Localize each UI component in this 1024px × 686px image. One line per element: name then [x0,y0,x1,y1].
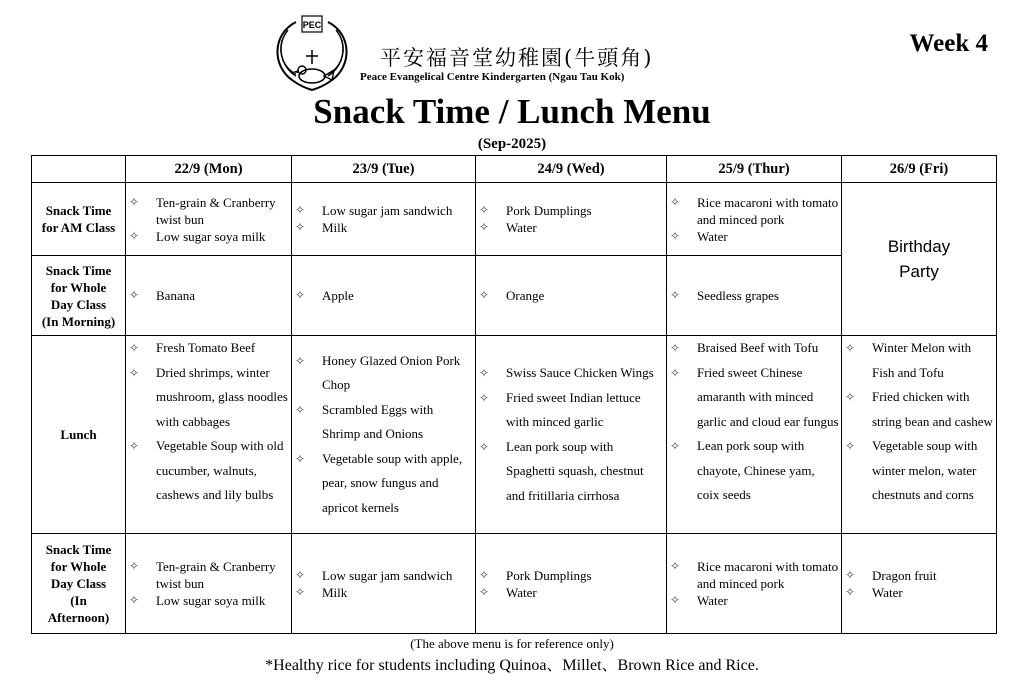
bullet-star-icon: ✧ [295,288,306,302]
bullet-star-icon: ✧ [295,584,306,599]
bullet-star-icon: ✧ [295,220,306,234]
cell-am-tue [292,183,476,256]
row-label-morning-snack [32,256,126,336]
menu-item [292,349,475,398]
bullet-star-icon: ✧ [129,365,140,380]
cell-morning-tue [292,256,476,336]
menu-item-text: Water [506,220,537,235]
cell-pm-thu [667,534,842,634]
cell-pm-mon [126,534,292,634]
school-name-chinese: 平安福音堂幼稚園(牛頭角) [380,46,654,70]
menu-item [842,385,996,434]
cell-am-mon [126,183,292,256]
bullet-star-icon: ✧ [845,439,856,453]
label-line: Snack Time [45,262,112,278]
bullet-star-icon: ✧ [670,341,681,355]
bullet-star-icon: ✧ [129,341,140,355]
label-line: for Whole [50,279,107,295]
menu-item-text: Water [872,584,903,600]
menu-item [667,361,841,435]
bullet-star-icon: ✧ [845,390,856,404]
bullet-star-icon: ✧ [670,288,681,302]
day-header-tue: 23/9 (Tue) [292,156,476,183]
menu-item-text: Vegetable soup with winter melon, water chestnuts and corns [872,438,978,502]
menu-item-text: Fried sweet Chinese amaranth with minced garlic and cloud ear fungus [697,364,839,429]
bullet-star-icon: ✧ [845,567,856,582]
corner-cell [32,156,126,183]
cell-morning-mon [126,256,292,336]
menu-item [842,584,996,601]
menu-item [476,386,666,435]
bullet-star-icon: ✧ [295,451,306,466]
page-subtitle: (Sep-2025) [477,136,547,152]
bullet-star-icon: ✧ [845,341,856,355]
menu-item-text: Water [697,593,728,608]
bullet-star-icon: ✧ [129,194,140,209]
menu-item [292,202,475,219]
menu-item [126,592,291,609]
menu-item-text: Low sugar soya milk [156,228,266,244]
menu-item [126,228,291,245]
bullet-star-icon: ✧ [670,593,681,607]
menu-item [126,361,291,435]
school-name-english: Peace Evangelical Centre Kindergarten (Ngau Tau Kok) [360,71,625,83]
bullet-star-icon: ✧ [845,584,856,599]
menu-item-text: Low sugar jam sandwich [322,567,453,583]
menu-item [292,398,475,447]
menu-item-text: Ten-grain & Cranberry twist bun [156,559,276,591]
label-line: (In [70,593,87,608]
bullet-star-icon: ✧ [670,439,681,453]
cell-pm-fri [842,534,997,634]
cell-lunch-mon [126,336,292,534]
label-line: Snack Time [45,203,112,218]
menu-item [126,434,291,508]
bullet-star-icon: ✧ [670,194,681,209]
label-line: (In Morning) [41,313,116,329]
row-lunch [32,336,997,534]
party-line: Party [899,262,939,281]
bullet-star-icon: ✧ [670,228,681,243]
menu-item [292,567,475,584]
menu-item-text: Vegetable soup with apple, pear, snow fungus and apricot kernels [322,450,463,515]
bullet-star-icon: ✧ [129,593,140,607]
menu-item [667,434,841,508]
menu-item-text: Lean pork soup with chayote, Chinese yam, coix seeds [697,438,815,502]
menu-item [476,202,666,219]
menu-item [842,336,996,385]
menu-item [476,287,666,304]
day-header-thu: 25/9 (Thur) [667,156,842,183]
school-logo [266,14,358,100]
bullet-star-icon: ✧ [129,288,140,302]
menu-item [667,194,841,228]
label-line: for AM Class [41,220,116,235]
menu-item [842,567,996,584]
menu-table [31,155,997,634]
row-afternoon-snack [32,534,997,634]
cell-am-thu [667,183,842,256]
menu-item [292,584,475,601]
menu-item-text: Braised Beef with Tofu [697,340,819,355]
label-line: Day Class [50,576,107,591]
menu-item-text: Pork Dumplings [506,203,592,218]
menu-item-text: Low sugar jam sandwich [322,203,453,218]
bullet-star-icon: ✧ [479,220,490,234]
bullet-star-icon: ✧ [295,567,306,582]
menu-item [476,567,666,584]
bullet-star-icon: ✧ [295,203,306,217]
menu-item-text: Winter Melon with Fish and Tofu [872,340,972,380]
bullet-star-icon: ✧ [670,365,681,380]
label-line: Afternoon) [47,610,110,625]
menu-item-text: Dried shrimps, winter mushroom, glass noodles with cabbages [156,364,288,429]
menu-item-text: Banana [156,288,195,303]
menu-item-text: Honey Glazed Onion Pork Chop [322,352,461,393]
cell-morning-thu [667,256,842,336]
menu-item-text: Fresh Tomato Beef [156,340,256,355]
menu-item [476,361,666,386]
label-line: Day Class [50,296,107,312]
menu-item-text: Scrambled Eggs with Shrimp and Onions [322,401,434,442]
header-row [32,156,997,183]
menu-item-text: Orange [506,288,545,303]
menu-item-text: Water [506,584,537,600]
cell-lunch-tue [292,336,476,534]
menu-item-text: Swiss Sauce Chicken Wings [506,365,654,380]
bullet-star-icon: ✧ [295,402,306,417]
row-label-afternoon-snack [32,534,126,634]
bullet-star-icon: ✧ [479,288,490,302]
menu-item [126,336,291,361]
menu-item-text: Low sugar soya milk [156,593,266,608]
bullet-star-icon: ✧ [295,353,306,368]
page-title: Snack Time / Lunch Menu [313,92,711,131]
menu-item [126,287,291,304]
menu-item [667,558,841,592]
menu-item-text: Ten-grain & Cranberry twist bun [156,194,276,227]
menu-item [842,434,996,508]
menu-item-text: Apple [322,288,354,303]
menu-item [292,287,475,304]
menu-item [667,228,841,245]
cell-lunch-fri [842,336,997,534]
day-header-wed: 24/9 (Wed) [476,156,667,183]
menu-item-text: Pork Dumplings [506,567,592,583]
menu-item-text: Seedless grapes [697,288,779,303]
day-header-fri: 26/9 (Fri) [842,156,997,183]
menu-item [667,592,841,609]
menu-item [476,584,666,601]
menu-item-text: Lean pork soup with Spaghetti squash, chestnut and fritillaria cirrhosa [506,438,644,503]
row-am-snack [32,183,997,256]
bullet-star-icon: ✧ [479,366,490,380]
bullet-star-icon: ✧ [479,390,490,405]
healthy-rice-note: *Healthy rice for students including Quinoa、Millet、Brown Rice and Rice. [265,657,759,674]
menu-item [476,219,666,236]
logo-text: PEC [302,20,322,30]
menu-item-text: Vegetable Soup with old cucumber, walnuts, cashews and lily bulbs [156,438,284,502]
row-label-lunch: Lunch [32,336,126,534]
bullet-star-icon: ✧ [479,439,490,454]
label-line: for Whole [50,559,107,574]
menu-item [667,336,841,361]
bullet-star-icon: ✧ [479,203,490,217]
bullet-star-icon: ✧ [479,567,490,582]
menu-item [126,558,291,592]
cell-morning-wed [476,256,667,336]
bullet-star-icon: ✧ [670,559,681,573]
cell-lunch-thu [667,336,842,534]
menu-item [126,194,291,228]
menu-item-text: Milk [322,584,348,600]
bullet-star-icon: ✧ [129,228,140,243]
label-line: Snack Time [45,542,112,557]
bullet-star-icon: ✧ [129,559,140,573]
menu-item-text: Fried chicken with string bean and cashew [872,389,993,429]
menu-item-text: Milk [322,220,348,235]
row-label-am-snack [32,183,126,256]
menu-item-text: Water [697,228,728,244]
bullet-star-icon: ✧ [129,439,140,453]
cell-fri-birthday-party [842,183,997,336]
cell-pm-tue [292,534,476,634]
menu-item-text: Rice macaroni with tomato and minced pork [697,559,839,591]
menu-item [292,447,475,521]
day-header-mon: 22/9 (Mon) [126,156,292,183]
reference-note: (The above menu is for reference only) [410,636,614,651]
menu-item-text: Fried sweet Indian lettuce with minced garlic [506,389,641,429]
cell-am-wed [476,183,667,256]
menu-item [292,219,475,236]
cell-pm-wed [476,534,667,634]
bullet-star-icon: ✧ [479,584,490,599]
menu-item [476,435,666,509]
menu-item-text: Dragon fruit [872,567,937,583]
party-line: Birthday [887,237,951,256]
cell-lunch-wed [476,336,667,534]
menu-item [667,287,841,304]
week-label: Week 4 [909,30,988,57]
menu-item-text: Rice macaroni with tomato and minced pork [697,194,839,227]
